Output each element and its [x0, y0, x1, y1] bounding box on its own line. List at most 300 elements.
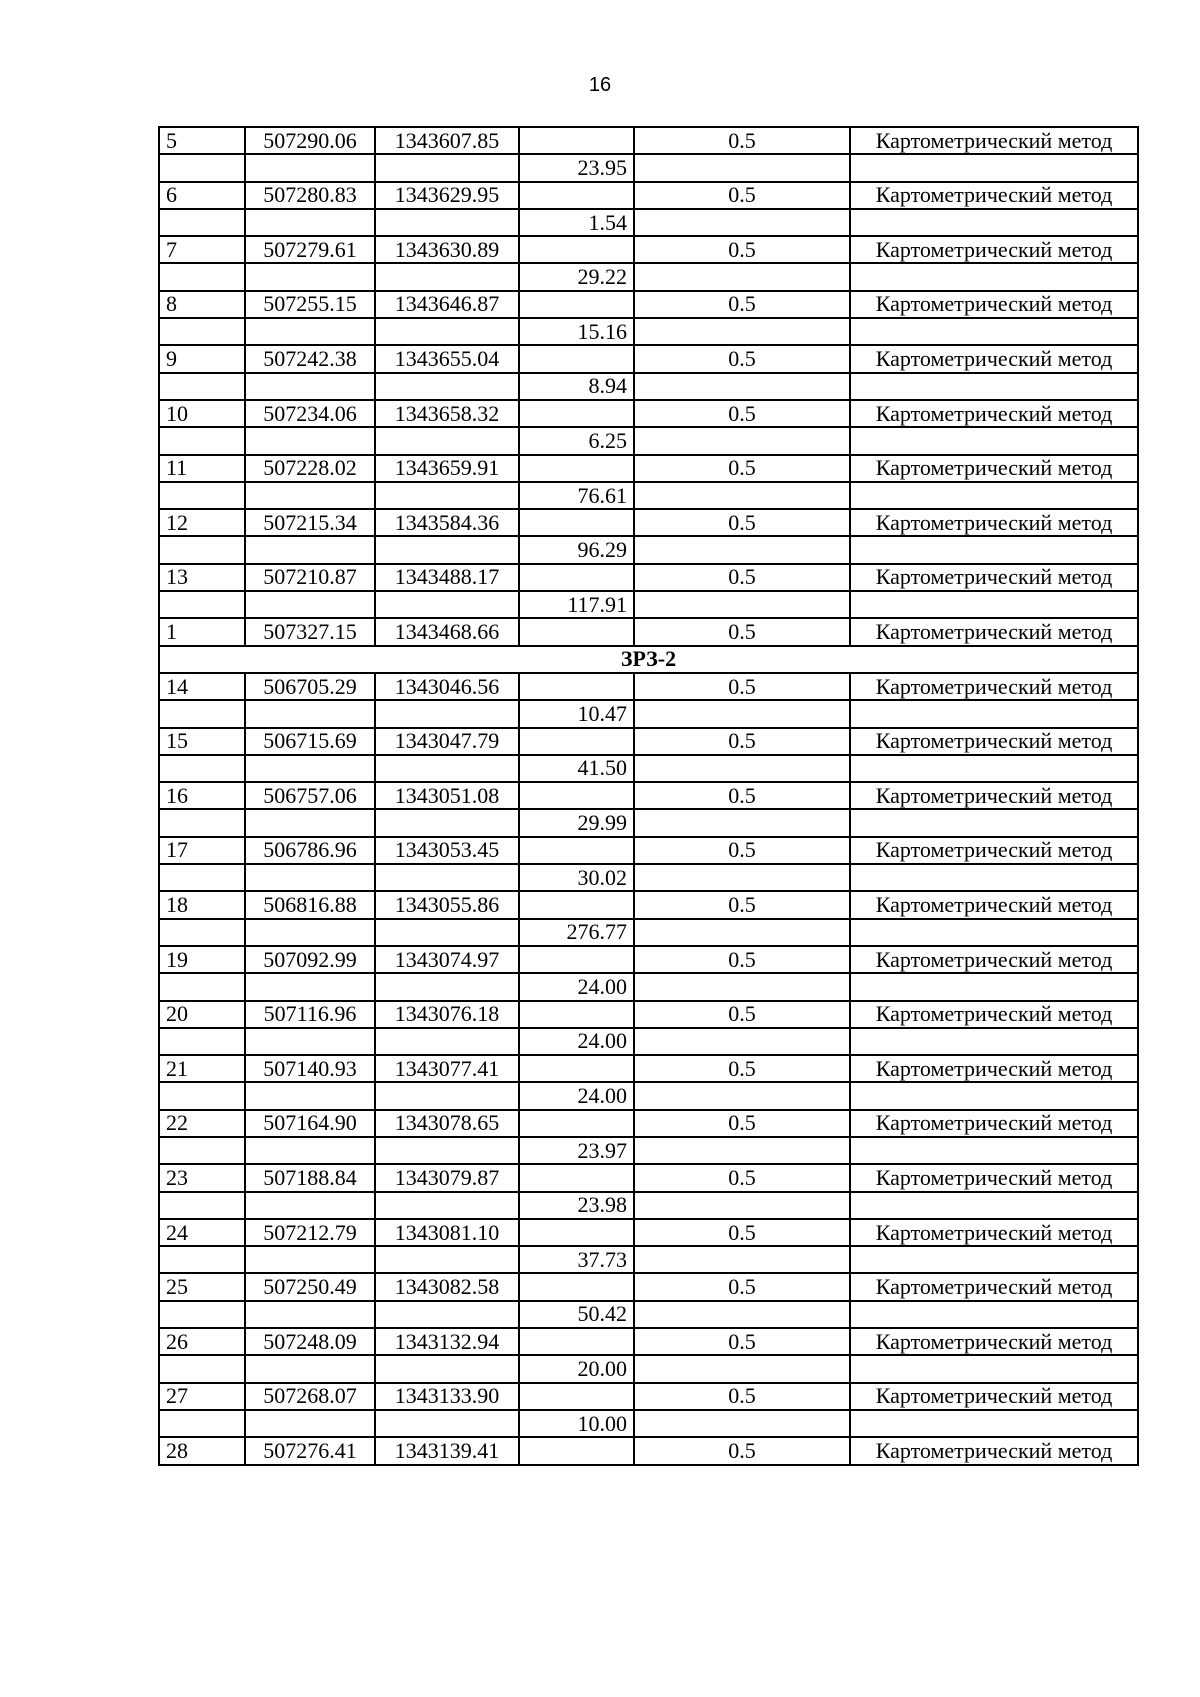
- empty-cell: [850, 919, 1138, 946]
- distance-cell: [519, 509, 634, 536]
- distance-cell: [519, 345, 634, 372]
- empty-cell: [375, 1082, 519, 1109]
- segment-length: 29.99: [519, 809, 634, 836]
- empty-cell: [159, 919, 245, 946]
- point-row: [159, 345, 1138, 372]
- empty-cell: [245, 209, 375, 236]
- empty-cell: [634, 154, 850, 181]
- distance-cell: [519, 1164, 634, 1191]
- empty-cell: [850, 1246, 1138, 1273]
- empty-cell: [245, 536, 375, 563]
- coordinate-y: 1343074.97: [375, 946, 519, 973]
- point-number: 21: [159, 1055, 245, 1082]
- point-number: 13: [159, 564, 245, 591]
- precision: 0.5: [634, 1219, 850, 1246]
- empty-cell: [850, 1137, 1138, 1164]
- point-number: 6: [159, 182, 245, 209]
- empty-cell: [245, 1192, 375, 1219]
- empty-cell: [159, 373, 245, 400]
- point-row: [159, 946, 1138, 973]
- empty-cell: [159, 755, 245, 782]
- method: Картометрический метод: [850, 400, 1138, 427]
- segment-length: 20.00: [519, 1355, 634, 1382]
- coordinate-x: 506816.88: [245, 891, 375, 918]
- coordinate-y: 1343584.36: [375, 509, 519, 536]
- method: Картометрический метод: [850, 1055, 1138, 1082]
- empty-cell: [634, 263, 850, 290]
- empty-cell: [850, 1355, 1138, 1382]
- empty-cell: [245, 864, 375, 891]
- method: Картометрический метод: [850, 1437, 1138, 1464]
- empty-cell: [850, 700, 1138, 727]
- coordinate-y: 1343655.04: [375, 345, 519, 372]
- coordinate-y: 1343081.10: [375, 1219, 519, 1246]
- segment-row: [159, 373, 1138, 400]
- empty-cell: [634, 919, 850, 946]
- precision: 0.5: [634, 1328, 850, 1355]
- distance-cell: [519, 891, 634, 918]
- empty-cell: [375, 1192, 519, 1219]
- segment-length: 15.16: [519, 318, 634, 345]
- coordinate-y: 1343078.65: [375, 1110, 519, 1137]
- empty-cell: [375, 1355, 519, 1382]
- distance-cell: [519, 1383, 634, 1410]
- segment-row: [159, 1410, 1138, 1437]
- distance-cell: [519, 1219, 634, 1246]
- distance-cell: [519, 1437, 634, 1464]
- segment-row: [159, 1028, 1138, 1055]
- empty-cell: [375, 209, 519, 236]
- precision: 0.5: [634, 1001, 850, 1028]
- method: Картометрический метод: [850, 564, 1138, 591]
- empty-cell: [634, 536, 850, 563]
- segment-row: [159, 263, 1138, 290]
- empty-cell: [245, 700, 375, 727]
- point-row: [159, 1110, 1138, 1137]
- precision: 0.5: [634, 837, 850, 864]
- segment-length: 23.97: [519, 1137, 634, 1164]
- empty-cell: [245, 373, 375, 400]
- empty-cell: [159, 263, 245, 290]
- segment-length: 276.77: [519, 919, 634, 946]
- precision: 0.5: [634, 455, 850, 482]
- coordinate-y: 1343658.32: [375, 400, 519, 427]
- segment-row: [159, 1246, 1138, 1273]
- empty-cell: [245, 1355, 375, 1382]
- empty-cell: [245, 1028, 375, 1055]
- segment-length: 1.54: [519, 209, 634, 236]
- empty-cell: [634, 427, 850, 454]
- point-row: [159, 509, 1138, 536]
- method: Картометрический метод: [850, 1383, 1138, 1410]
- point-number: 11: [159, 455, 245, 482]
- method: Картометрический метод: [850, 946, 1138, 973]
- coordinate-x: 507215.34: [245, 509, 375, 536]
- section-header-row: [159, 646, 1138, 673]
- coordinate-x: 507248.09: [245, 1328, 375, 1355]
- empty-cell: [375, 1028, 519, 1055]
- segment-row: [159, 1192, 1138, 1219]
- coordinate-x: 507164.90: [245, 1110, 375, 1137]
- empty-cell: [850, 864, 1138, 891]
- distance-cell: [519, 946, 634, 973]
- segment-length: 96.29: [519, 536, 634, 563]
- point-number: 23: [159, 1164, 245, 1191]
- coordinate-x: 507268.07: [245, 1383, 375, 1410]
- empty-cell: [375, 1246, 519, 1273]
- empty-cell: [159, 154, 245, 181]
- empty-cell: [375, 1410, 519, 1437]
- empty-cell: [634, 809, 850, 836]
- coordinate-y: 1343053.45: [375, 837, 519, 864]
- precision: 0.5: [634, 673, 850, 700]
- precision: 0.5: [634, 236, 850, 263]
- empty-cell: [634, 1192, 850, 1219]
- segment-length: 8.94: [519, 373, 634, 400]
- empty-cell: [850, 973, 1138, 1000]
- point-row: [159, 891, 1138, 918]
- segment-length: 24.00: [519, 1028, 634, 1055]
- coordinate-x: 507242.38: [245, 345, 375, 372]
- precision: 0.5: [634, 400, 850, 427]
- empty-cell: [159, 864, 245, 891]
- section-title: ЗРЗ-2: [159, 646, 1138, 673]
- segment-length: 24.00: [519, 973, 634, 1000]
- empty-cell: [159, 427, 245, 454]
- point-row: [159, 1164, 1138, 1191]
- empty-cell: [245, 809, 375, 836]
- point-number: 10: [159, 400, 245, 427]
- empty-cell: [159, 700, 245, 727]
- empty-cell: [375, 1137, 519, 1164]
- segment-row: [159, 1137, 1138, 1164]
- empty-cell: [850, 154, 1138, 181]
- method: Картометрический метод: [850, 891, 1138, 918]
- segment-row: [159, 1082, 1138, 1109]
- empty-cell: [634, 1355, 850, 1382]
- point-number: 26: [159, 1328, 245, 1355]
- method: Картометрический метод: [850, 1328, 1138, 1355]
- point-row: [159, 728, 1138, 755]
- empty-cell: [245, 755, 375, 782]
- point-number: 7: [159, 236, 245, 263]
- coordinate-y: 1343047.79: [375, 728, 519, 755]
- coordinate-y: 1343046.56: [375, 673, 519, 700]
- segment-row: [159, 1301, 1138, 1328]
- empty-cell: [159, 318, 245, 345]
- empty-cell: [634, 318, 850, 345]
- point-number: 1: [159, 618, 245, 645]
- distance-cell: [519, 618, 634, 645]
- point-row: [159, 1328, 1138, 1355]
- segment-length: 30.02: [519, 864, 634, 891]
- coordinate-y: 1343055.86: [375, 891, 519, 918]
- point-number: 16: [159, 782, 245, 809]
- empty-cell: [634, 755, 850, 782]
- segment-row: [159, 209, 1138, 236]
- point-number: 24: [159, 1219, 245, 1246]
- distance-cell: [519, 236, 634, 263]
- precision: 0.5: [634, 1164, 850, 1191]
- method: Картометрический метод: [850, 618, 1138, 645]
- distance-cell: [519, 728, 634, 755]
- point-number: 5: [159, 127, 245, 154]
- distance-cell: [519, 455, 634, 482]
- point-row: [159, 1219, 1138, 1246]
- empty-cell: [245, 263, 375, 290]
- segment-row: [159, 154, 1138, 181]
- point-row: [159, 455, 1138, 482]
- empty-cell: [634, 482, 850, 509]
- empty-cell: [245, 1137, 375, 1164]
- empty-cell: [159, 482, 245, 509]
- coordinate-y: 1343132.94: [375, 1328, 519, 1355]
- coordinate-y: 1343659.91: [375, 455, 519, 482]
- empty-cell: [634, 1246, 850, 1273]
- empty-cell: [634, 1082, 850, 1109]
- empty-cell: [245, 1410, 375, 1437]
- empty-cell: [634, 1410, 850, 1437]
- empty-cell: [159, 973, 245, 1000]
- point-row: [159, 236, 1138, 263]
- segment-length: 117.91: [519, 591, 634, 618]
- empty-cell: [850, 1410, 1138, 1437]
- distance-cell: [519, 291, 634, 318]
- empty-cell: [375, 482, 519, 509]
- point-number: 18: [159, 891, 245, 918]
- page-number: 16: [588, 74, 612, 96]
- coordinate-x: 507255.15: [245, 291, 375, 318]
- distance-cell: [519, 1328, 634, 1355]
- coordinate-x: 507250.49: [245, 1273, 375, 1300]
- empty-cell: [634, 1301, 850, 1328]
- point-number: 28: [159, 1437, 245, 1464]
- empty-cell: [245, 427, 375, 454]
- distance-cell: [519, 673, 634, 700]
- empty-cell: [850, 209, 1138, 236]
- precision: 0.5: [634, 728, 850, 755]
- coordinate-y: 1343079.87: [375, 1164, 519, 1191]
- segment-length: 23.95: [519, 154, 634, 181]
- method: Картометрический метод: [850, 782, 1138, 809]
- segment-length: 50.42: [519, 1301, 634, 1328]
- coordinate-y: 1343630.89: [375, 236, 519, 263]
- empty-cell: [850, 427, 1138, 454]
- empty-cell: [375, 373, 519, 400]
- coordinate-x: 507210.87: [245, 564, 375, 591]
- coordinate-x: 507279.61: [245, 236, 375, 263]
- method: Картометрический метод: [850, 182, 1138, 209]
- empty-cell: [159, 209, 245, 236]
- empty-cell: [850, 1028, 1138, 1055]
- empty-cell: [159, 1028, 245, 1055]
- segment-row: [159, 864, 1138, 891]
- coordinate-x: 506786.96: [245, 837, 375, 864]
- segment-row: [159, 919, 1138, 946]
- precision: 0.5: [634, 1383, 850, 1410]
- segment-length: 24.00: [519, 1082, 634, 1109]
- empty-cell: [375, 864, 519, 891]
- coordinates-table-body: [159, 127, 1138, 1465]
- method: Картометрический метод: [850, 837, 1138, 864]
- empty-cell: [634, 700, 850, 727]
- method: Картометрический метод: [850, 1164, 1138, 1191]
- coordinate-y: 1343646.87: [375, 291, 519, 318]
- precision: 0.5: [634, 127, 850, 154]
- empty-cell: [245, 1082, 375, 1109]
- empty-cell: [245, 154, 375, 181]
- coordinate-x: 507116.96: [245, 1001, 375, 1028]
- method: Картометрический метод: [850, 673, 1138, 700]
- coordinate-x: 507188.84: [245, 1164, 375, 1191]
- method: Картометрический метод: [850, 127, 1138, 154]
- point-row: [159, 1273, 1138, 1300]
- empty-cell: [850, 755, 1138, 782]
- empty-cell: [375, 154, 519, 181]
- point-row: [159, 564, 1138, 591]
- empty-cell: [634, 973, 850, 1000]
- segment-length: 29.22: [519, 263, 634, 290]
- empty-cell: [159, 1355, 245, 1382]
- segment-length: 23.98: [519, 1192, 634, 1219]
- point-number: 9: [159, 345, 245, 372]
- empty-cell: [375, 263, 519, 290]
- empty-cell: [634, 864, 850, 891]
- distance-cell: [519, 1273, 634, 1300]
- coordinate-x: 507140.93: [245, 1055, 375, 1082]
- precision: 0.5: [634, 782, 850, 809]
- empty-cell: [159, 591, 245, 618]
- empty-cell: [375, 427, 519, 454]
- empty-cell: [159, 536, 245, 563]
- coordinate-y: 1343629.95: [375, 182, 519, 209]
- empty-cell: [850, 263, 1138, 290]
- distance-cell: [519, 782, 634, 809]
- empty-cell: [850, 591, 1138, 618]
- method: Картометрический метод: [850, 1110, 1138, 1137]
- segment-length: 41.50: [519, 755, 634, 782]
- point-row: [159, 1437, 1138, 1464]
- empty-cell: [245, 919, 375, 946]
- coordinate-y: 1343139.41: [375, 1437, 519, 1464]
- segment-row: [159, 536, 1138, 563]
- point-row: [159, 782, 1138, 809]
- point-number: 19: [159, 946, 245, 973]
- point-row: [159, 673, 1138, 700]
- coordinate-x: 507280.83: [245, 182, 375, 209]
- distance-cell: [519, 564, 634, 591]
- precision: 0.5: [634, 1273, 850, 1300]
- segment-length: 10.00: [519, 1410, 634, 1437]
- distance-cell: [519, 400, 634, 427]
- point-number: 27: [159, 1383, 245, 1410]
- point-number: 12: [159, 509, 245, 536]
- coordinate-x: 507327.15: [245, 618, 375, 645]
- segment-row: [159, 427, 1138, 454]
- coordinate-x: 506715.69: [245, 728, 375, 755]
- distance-cell: [519, 1055, 634, 1082]
- point-number: 15: [159, 728, 245, 755]
- segment-length: 6.25: [519, 427, 634, 454]
- segment-length: 10.47: [519, 700, 634, 727]
- empty-cell: [159, 1082, 245, 1109]
- empty-cell: [375, 1301, 519, 1328]
- segment-length: 76.61: [519, 482, 634, 509]
- point-number: 22: [159, 1110, 245, 1137]
- empty-cell: [375, 919, 519, 946]
- empty-cell: [245, 1246, 375, 1273]
- distance-cell: [519, 837, 634, 864]
- empty-cell: [850, 373, 1138, 400]
- method: Картометрический метод: [850, 236, 1138, 263]
- empty-cell: [850, 1301, 1138, 1328]
- segment-row: [159, 809, 1138, 836]
- segment-length: 37.73: [519, 1246, 634, 1273]
- segment-row: [159, 700, 1138, 727]
- precision: 0.5: [634, 946, 850, 973]
- method: Картометрический метод: [850, 509, 1138, 536]
- distance-cell: [519, 127, 634, 154]
- empty-cell: [634, 373, 850, 400]
- method: Картометрический метод: [850, 291, 1138, 318]
- empty-cell: [245, 1301, 375, 1328]
- empty-cell: [245, 482, 375, 509]
- empty-cell: [375, 318, 519, 345]
- empty-cell: [634, 591, 850, 618]
- coordinate-y: 1343468.66: [375, 618, 519, 645]
- precision: 0.5: [634, 345, 850, 372]
- point-row: [159, 837, 1138, 864]
- empty-cell: [850, 1192, 1138, 1219]
- method: Картометрический метод: [850, 1001, 1138, 1028]
- empty-cell: [375, 536, 519, 563]
- precision: 0.5: [634, 618, 850, 645]
- precision: 0.5: [634, 564, 850, 591]
- coordinate-x: 507290.06: [245, 127, 375, 154]
- point-row: [159, 1055, 1138, 1082]
- empty-cell: [634, 1028, 850, 1055]
- empty-cell: [850, 1082, 1138, 1109]
- point-row: [159, 1001, 1138, 1028]
- segment-row: [159, 973, 1138, 1000]
- empty-cell: [850, 318, 1138, 345]
- segment-row: [159, 591, 1138, 618]
- coordinate-x: 507228.02: [245, 455, 375, 482]
- empty-cell: [850, 536, 1138, 563]
- empty-cell: [159, 1410, 245, 1437]
- segment-row: [159, 755, 1138, 782]
- precision: 0.5: [634, 1437, 850, 1464]
- coordinate-x: 506757.06: [245, 782, 375, 809]
- point-number: 25: [159, 1273, 245, 1300]
- empty-cell: [634, 209, 850, 236]
- empty-cell: [850, 809, 1138, 836]
- coordinate-y: 1343488.17: [375, 564, 519, 591]
- method: Картометрический метод: [850, 1219, 1138, 1246]
- empty-cell: [159, 1192, 245, 1219]
- precision: 0.5: [634, 1110, 850, 1137]
- coordinate-y: 1343133.90: [375, 1383, 519, 1410]
- distance-cell: [519, 1001, 634, 1028]
- coordinate-y: 1343051.08: [375, 782, 519, 809]
- empty-cell: [159, 1246, 245, 1273]
- point-row: [159, 1383, 1138, 1410]
- point-row: [159, 618, 1138, 645]
- method: Картометрический метод: [850, 728, 1138, 755]
- coordinate-x: 507234.06: [245, 400, 375, 427]
- empty-cell: [850, 482, 1138, 509]
- precision: 0.5: [634, 891, 850, 918]
